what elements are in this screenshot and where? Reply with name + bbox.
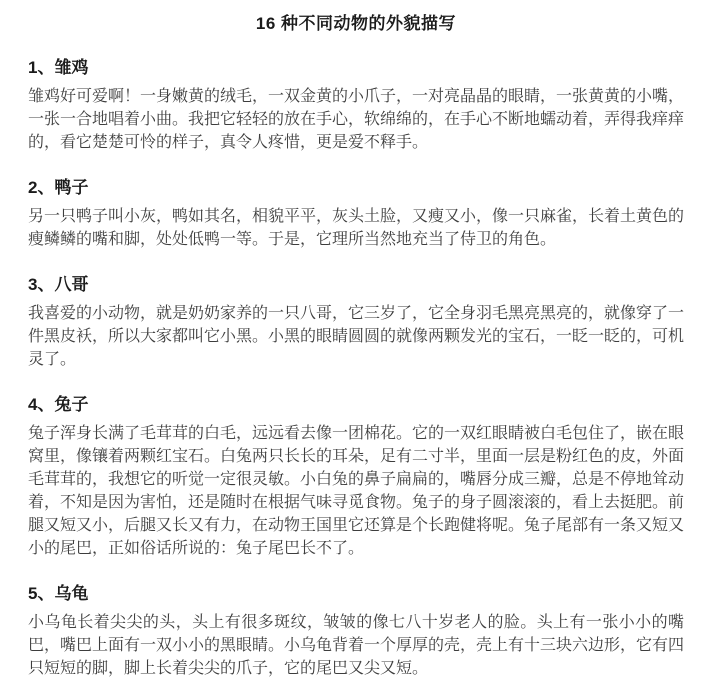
section-body: 兔子浑身长满了毛茸茸的白毛，远远看去像一团棉花。它的一双红眼睛被白毛包住了，嵌在眼窝里，像镶着两颗红宝石。白兔两只长长的耳朵，足有二寸半，里面一层是粉红色的皮，外面毛茸茸的，我想它的听觉一定很灵敏。小白兔的鼻子扁扁的，嘴唇分成三瓣，总是不停地耸动着，不知是因为害怕，还是随时在根据气味寻觅食物。兔子的身子圆滚滚的，看上去挺肥。前腿又短又小，后腿又长又有力，在动物王国里它还算是个长跑健将呢。兔子尾部有一条又短又小的尾巴，正如俗话所说的：兔子尾巴长不了。 xyxy=(28,425,685,557)
section-body: 小乌龟长着尖尖的头，头上有很多斑纹，皱皱的像七八十岁老人的脸。头上有一张小小的嘴巴，嘴巴上面有一双小小的黑眼睛。小乌龟背着一个厚厚的壳，壳上有十三块六边形，它有四只短短的脚，脚上长着尖尖的爪子，它的尾巴又尖又短。 xyxy=(28,614,685,677)
section-rabbit xyxy=(28,395,684,560)
section-heading: 5、乌龟 xyxy=(28,584,89,603)
section-body: 雏鸡好可爱啊！一身嫩黄的绒毛，一双金黄的小爪子，一对亮晶晶的眼睛，一张黄黄的小嘴，一张一合地唱着小曲。我把它轻轻的放在手心，软绵绵的，在手心不断地蠕动着，弄得我痒痒的，看它楚楚可怜的样子，真令人疼惜，更是爱不释手。 xyxy=(28,88,685,151)
section-turtle xyxy=(28,584,684,680)
section-body: 另一只鸭子叫小灰，鸭如其名，相貌平平，灰头土脸，又瘦又小，像一只麻雀，长着土黄色的瘦鳞鳞的嘴和脚，处处低鸭一等。于是，它理所当然地充当了侍卫的角色。 xyxy=(28,208,685,248)
section-chick xyxy=(28,58,684,154)
section-heading: 1、雏鸡 xyxy=(28,58,89,77)
doc-title: 16 种不同动物的外貌描写 xyxy=(255,14,457,33)
section-myna xyxy=(28,275,684,371)
section-heading: 3、八哥 xyxy=(28,275,89,294)
section-heading: 4、兔子 xyxy=(28,395,89,414)
section-heading: 2、鸭子 xyxy=(28,178,89,197)
section-body: 我喜爱的小动物，就是奶奶家养的一只八哥，它三岁了，它全身羽毛黑亮黑亮的，就像穿了一件黑皮袄，所以大家都叫它小黑。小黑的眼睛圆圆的就像两颗发光的宝石，一眨一眨的，可机灵了。 xyxy=(28,305,685,368)
section-duck xyxy=(28,178,684,251)
